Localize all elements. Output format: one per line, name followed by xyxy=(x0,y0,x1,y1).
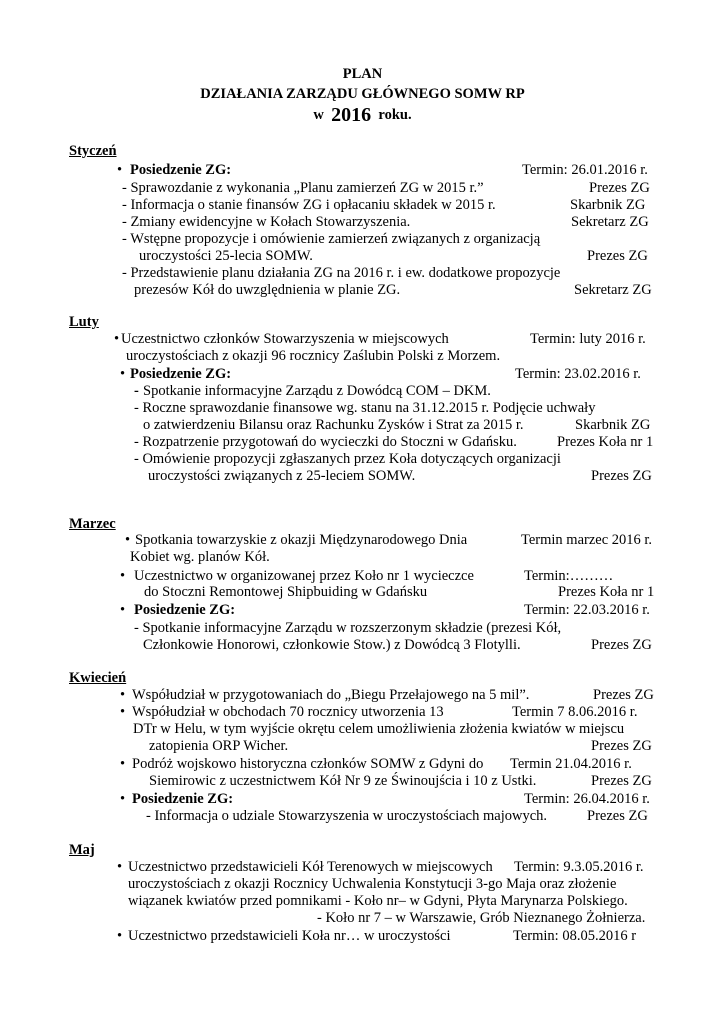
event-term: Termin: 9.3.05.2016 r. xyxy=(514,859,644,875)
responsible: Prezes ZG xyxy=(587,808,648,824)
plan-subtitle: DZIAŁANIA ZARZĄDU GŁÓWNEGO SOMW RP xyxy=(200,86,525,102)
agenda-item: - Informacja o stanie finansów ZG i opłacaniu składek w 2015 r. xyxy=(122,197,496,213)
month-heading-styczen: Styczeń xyxy=(69,143,117,159)
event-term: Termin 7 8.06.2016 r. xyxy=(512,704,638,720)
meeting-label: Posiedzenie ZG: xyxy=(130,162,232,178)
responsible: Prezes ZG xyxy=(591,637,652,653)
event-text-cont: uroczystościach z okazji Rocznicy Uchwalenia Konstytucji 3-go Maja oraz złożenie xyxy=(128,876,617,892)
responsible: Prezes ZG xyxy=(591,738,652,754)
bullet-icon: • xyxy=(120,568,126,584)
agenda-item: - Wstępne propozycje i omówienie zamierzeń związanych z organizacją xyxy=(122,231,541,247)
event-text: Uczestnictwo członków Stowarzyszenia w miejscowych xyxy=(121,331,449,347)
agenda-item: - Zmiany ewidencyjne w Kołach Stowarzyszenia. xyxy=(122,214,411,230)
event-text-cont: wiązanek kwiatów przed pomnikami - Koło nr– w Gdyni, Płyta Marynarza Polskiego. xyxy=(128,893,628,909)
event-text-cont: Kobiet wg. planów Kół. xyxy=(130,549,270,565)
agenda-item: - Spotkanie informacyjne Zarządu w rozszerzonym składzie (prezesi Kół, xyxy=(134,620,562,636)
month-heading-luty: Luty xyxy=(69,314,99,330)
agenda-item-cont: uroczystości związanych z 25-leciem SOMW. xyxy=(148,468,416,484)
dash: - xyxy=(134,383,139,399)
responsible: Prezes ZG xyxy=(589,180,650,196)
plan-year-line xyxy=(0,104,725,126)
meeting-term: Termin: 26.04.2016 r. xyxy=(524,791,650,807)
year-value: 2016 xyxy=(331,104,372,126)
bullet-icon: • xyxy=(120,791,126,807)
responsible: Prezes Koła nr 1 xyxy=(557,434,654,450)
event-text: Uczestnictwo przedstawicieli Koła nr… w uroczystości xyxy=(128,928,451,944)
responsible: Sekretarz ZG xyxy=(574,282,652,298)
meeting-label: Posiedzenie ZG: xyxy=(132,791,234,807)
bullet-icon: • xyxy=(120,687,126,703)
meeting-term: Termin: 23.02.2016 r. xyxy=(515,366,641,382)
bullet-icon: • xyxy=(117,928,123,944)
agenda-item: - Przedstawienie planu działania ZG na 2016 r. i ew. dodatkowe propozycje xyxy=(122,265,561,281)
event-text: Spotkania towarzyskie z okazji Międzynarodowego Dnia xyxy=(135,532,468,548)
event-text: Współudział w przygotowaniach do „Biegu Przełajowego na 5 mil”. xyxy=(132,687,530,703)
event-term: Termin: luty 2016 r. xyxy=(530,331,646,347)
event-text-cont: do Stoczni Remontowej Shipbuiding w Gdańsku xyxy=(144,584,428,600)
meeting-term: Termin: 26.01.2016 r. xyxy=(522,162,648,178)
responsible: Prezes Koła nr 1 xyxy=(558,584,655,600)
bullet-icon: • xyxy=(114,331,120,347)
bullet-icon: • xyxy=(120,366,126,382)
event-text-cont: uroczystościach z okazji 96 rocznicy Zaślubin Polski z Morzem. xyxy=(126,348,501,364)
responsible: Prezes ZG xyxy=(591,468,652,484)
event-term: Termin:……… xyxy=(524,568,614,584)
responsible: Sekretarz ZG xyxy=(571,214,649,230)
month-heading-marzec: Marzec xyxy=(69,516,116,532)
bullet-icon: • xyxy=(117,859,123,875)
responsible: Skarbnik ZG xyxy=(570,197,646,213)
agenda-item: - Roczne sprawozdanie finansowe wg. stanu na 31.12.2015 r. Podjęcie uchwały xyxy=(134,400,596,416)
agenda-item: Spotkanie informacyjne Zarządu z Dowódcą COM – DKM. xyxy=(143,383,491,399)
responsible: Skarbnik ZG xyxy=(575,417,651,433)
agenda-item: - Rozpatrzenie przygotowań do wycieczki do Stoczni w Gdańsku. xyxy=(134,434,517,450)
event-text: Uczestnictwo przedstawicieli Kół Terenowych w miejscowych xyxy=(128,859,493,875)
event-text-cont: - Koło nr 7 – w Warszawie, Grób Nieznanego Żołnierza. xyxy=(317,910,646,926)
responsible: Prezes ZG xyxy=(591,773,652,789)
agenda-item-cont: prezesów Kół do uwzględnienia w planie ZG. xyxy=(134,282,401,298)
event-term: Termin: 08.05.2016 r xyxy=(513,928,637,944)
agenda-item-cont: o zatwierdzeniu Bilansu oraz Rachunku Zysków i Strat za 2015 r. xyxy=(143,417,524,433)
month-heading-kwiecien: Kwiecień xyxy=(69,670,127,686)
event-text-cont: DTr w Helu, w tym wyjście okrętu celem umożliwienia złożenia kwiatów w miejscu xyxy=(133,721,625,737)
meeting-label: Posiedzenie ZG: xyxy=(134,602,236,618)
meeting-label: Posiedzenie ZG: xyxy=(130,366,232,382)
bullet-icon: • xyxy=(120,704,126,720)
agenda-item: - Sprawozdanie z wykonania „Planu zamierzeń ZG w 2015 r.” xyxy=(122,180,484,196)
event-text-cont: Siemirowic z uczestnictwem Kół Nr 9 ze Świnoujścia i 10 z Ustki. xyxy=(149,773,537,789)
agenda-item: - Informacja o udziale Stowarzyszenia w uroczystościach majowych. xyxy=(146,808,548,824)
event-text: Podróż wojskowo historyczna członków SOMW z Gdyni do xyxy=(132,756,484,772)
meeting-term: Termin: 22.03.2016 r. xyxy=(524,602,650,618)
bullet-icon: • xyxy=(117,162,123,178)
bullet-icon: • xyxy=(120,756,126,772)
year-prefix: w xyxy=(313,107,324,123)
event-term: Termin 21.04.2016 r. xyxy=(510,756,632,772)
month-heading-maj: Maj xyxy=(69,842,95,858)
bullet-icon: • xyxy=(125,532,131,548)
year-suffix: roku. xyxy=(378,107,412,123)
agenda-item: - Omówienie propozycji zgłaszanych przez Koła dotyczących organizacji xyxy=(134,451,561,467)
plan-title: PLAN xyxy=(342,66,383,82)
agenda-item-cont: Członkowie Honorowi, członkowie Stow.) z Dowódcą 3 Flotylli. xyxy=(143,637,521,653)
event-text-cont: zatopienia ORP Wicher. xyxy=(149,738,289,754)
responsible: Prezes ZG xyxy=(587,248,648,264)
responsible: Prezes ZG xyxy=(593,687,654,703)
agenda-item-cont: uroczystości 25-lecia SOMW. xyxy=(139,248,313,264)
bullet-icon: • xyxy=(120,602,126,618)
event-text: Współudział w obchodach 70 rocznicy utworzenia 13 xyxy=(132,704,444,720)
event-text: Uczestnictwo w organizowanej przez Koło nr 1 wycieczce xyxy=(134,568,474,584)
event-term: Termin marzec 2016 r. xyxy=(521,532,653,548)
